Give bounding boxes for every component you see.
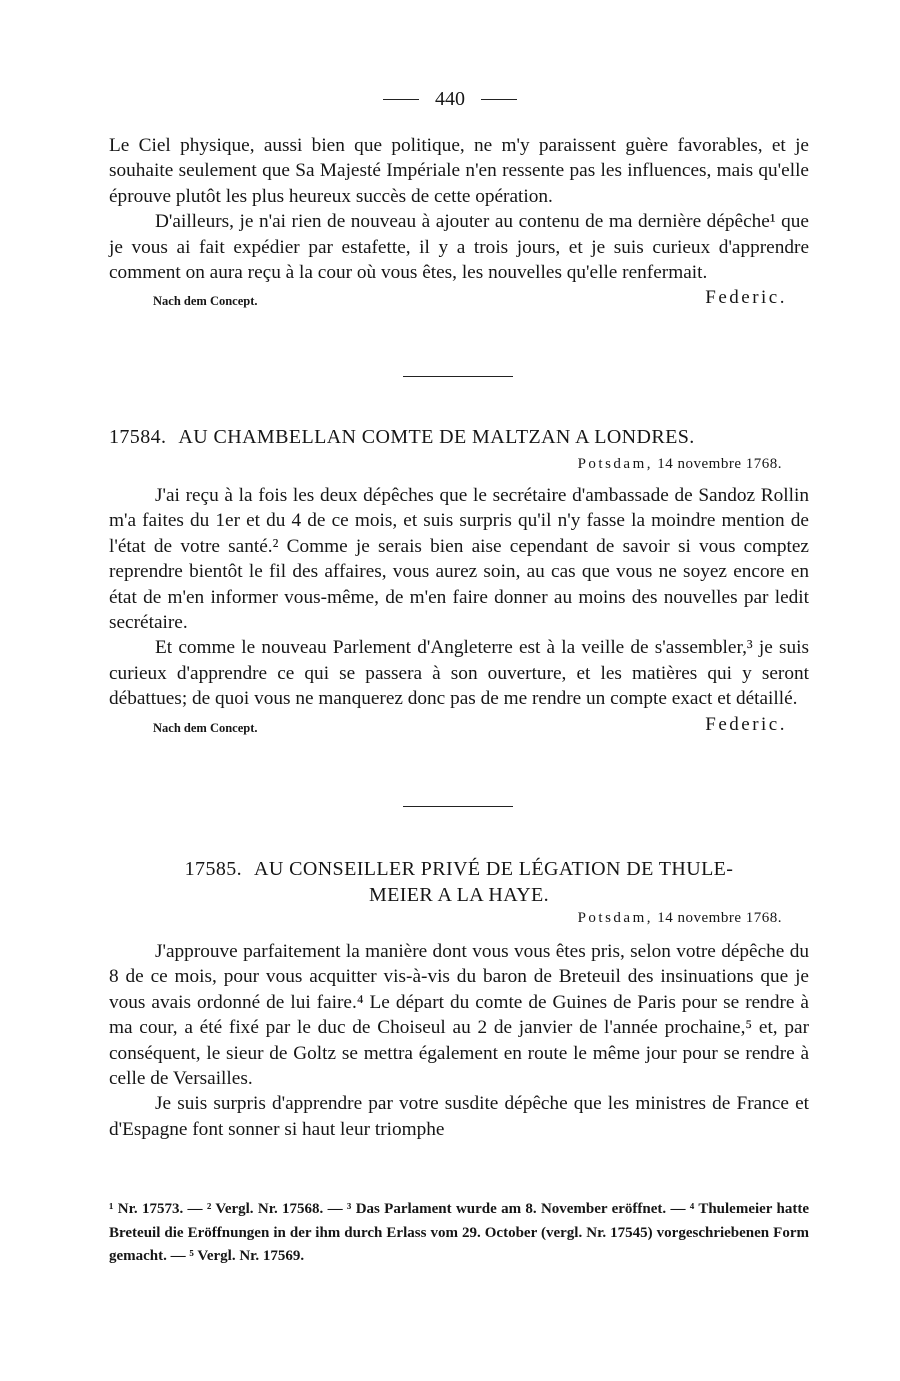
dateline-place: Potsdam,: [577, 456, 654, 472]
paragraph: D'ailleurs, je n'ai rien de nouveau à ajouter au contenu de ma dernière dépêche¹ que je vous ai fait expédier par estafette, il y a trois jours, et je suis curieux d'apprendre comment on aura reçu à la cour où vous êtes, les nouvelles qu'elle renfermait.: [109, 211, 809, 284]
paragraph: Le Ciel physique, aussi bien que politique, ne m'y paraissent guère favorables, et je souhaite seulement que Sa Majesté Impériale n'en ressente pas les influences, mais qu'elle éprouve plutôt les plus heureux succès de cette opération.: [109, 135, 809, 207]
page-number-dash-left: [383, 99, 419, 100]
closing-row: [109, 712, 809, 740]
letter-title-line2: MEIER A LA HAYE.: [368, 884, 550, 906]
letter-title-line1: AU CONSEILLER PRIVÉ DE LÉGATION DE THULE-: [254, 858, 734, 880]
letter-body: [109, 483, 809, 740]
closing-row: [109, 285, 809, 313]
signature: Federic.: [705, 287, 787, 309]
letter-number: 17584.: [109, 426, 167, 448]
paragraph: Je suis surpris d'apprendre par votre susdite dépêche que les ministres de France et d'Espagne font sonner si haut leur triomphe: [109, 1093, 809, 1140]
letter-heading-line: [109, 856, 809, 882]
dateline-place: Potsdam,: [577, 910, 654, 926]
dateline: [578, 456, 782, 473]
section-divider: [403, 806, 513, 807]
source-note: Nach dem Concept.: [153, 720, 258, 735]
dateline-date: 14 novembre 1768.: [657, 456, 782, 472]
source-note: Nach dem Concept.: [153, 294, 258, 309]
paragraph: J'ai reçu à la fois les deux dépêches que le secrétaire d'ambassade de Sandoz Rollin m'a faites du 1er et du 4 de ce mois, et suis surpris qu'il n'y fasse la moindre mention de l'état de votre santé.² Comme je serais bien aise cependant de savoir si vous comptez reprendre bientôt le fil des affaires, vous aurez soin, au cas que vous ne soyez encore en état de m'en informer vous-même, de m'en faire donner au moins des nouvelles par ledit secrétaire.: [109, 485, 809, 634]
page-number: [0, 88, 900, 111]
letter-heading: [109, 856, 809, 908]
letter-heading: [109, 426, 809, 449]
section-divider: [403, 376, 513, 377]
letter-number: 17585.: [184, 858, 243, 880]
dateline: [578, 910, 782, 927]
footnotes: ¹ Nr. 17573. — ² Vergl. Nr. 17568. — ³ Das Parlament wurde am 8. November eröffnet. — ⁴ Thulemeier hatte Breteuil die Eröffnungen in der ihm durch Erlass vom 29. October (vergl. Nr. 17545) vorgeschriebenen Form gemacht. — ⁵ Vergl. Nr. 17569.: [109, 1201, 809, 1264]
paragraph: J'approuve parfaitement la manière dont vous vous êtes pris, selon votre dépêche du 8 de ce mois, pour vous acquitter vis-à-vis du baron de Breteuil des insinuations que je vous avais ordonné de lui faire.⁴ Le départ du comte de Guines de Paris pour se rendre à ma cour, a été fixé par le duc de Choiseul au 2 de janvier de l'année prochaine,⁵ et, par conséquent, le sieur de Goltz se mettra également en route le même jour pour se rendre à celle de Versailles.: [109, 941, 809, 1090]
continuation-text: [109, 133, 809, 313]
paragraph: Et comme le nouveau Parlement d'Angleterre est à la veille de s'assembler,³ je suis curieux d'apprendre ce qui se passera à son ouverture, et les matières qui y seront débattues; de quoi vous ne manquerez donc pas de me rendre un compte exact et détaillé.: [109, 637, 809, 710]
page-number-dash-right: [481, 99, 517, 100]
dateline-date: 14 novembre 1768.: [657, 910, 782, 926]
letter-title: AU CHAMBELLAN COMTE DE MALTZAN A LONDRES.: [178, 426, 695, 448]
signature: Federic.: [705, 713, 787, 735]
page-number-text: 440: [435, 88, 465, 110]
letter-body: [109, 939, 809, 1142]
